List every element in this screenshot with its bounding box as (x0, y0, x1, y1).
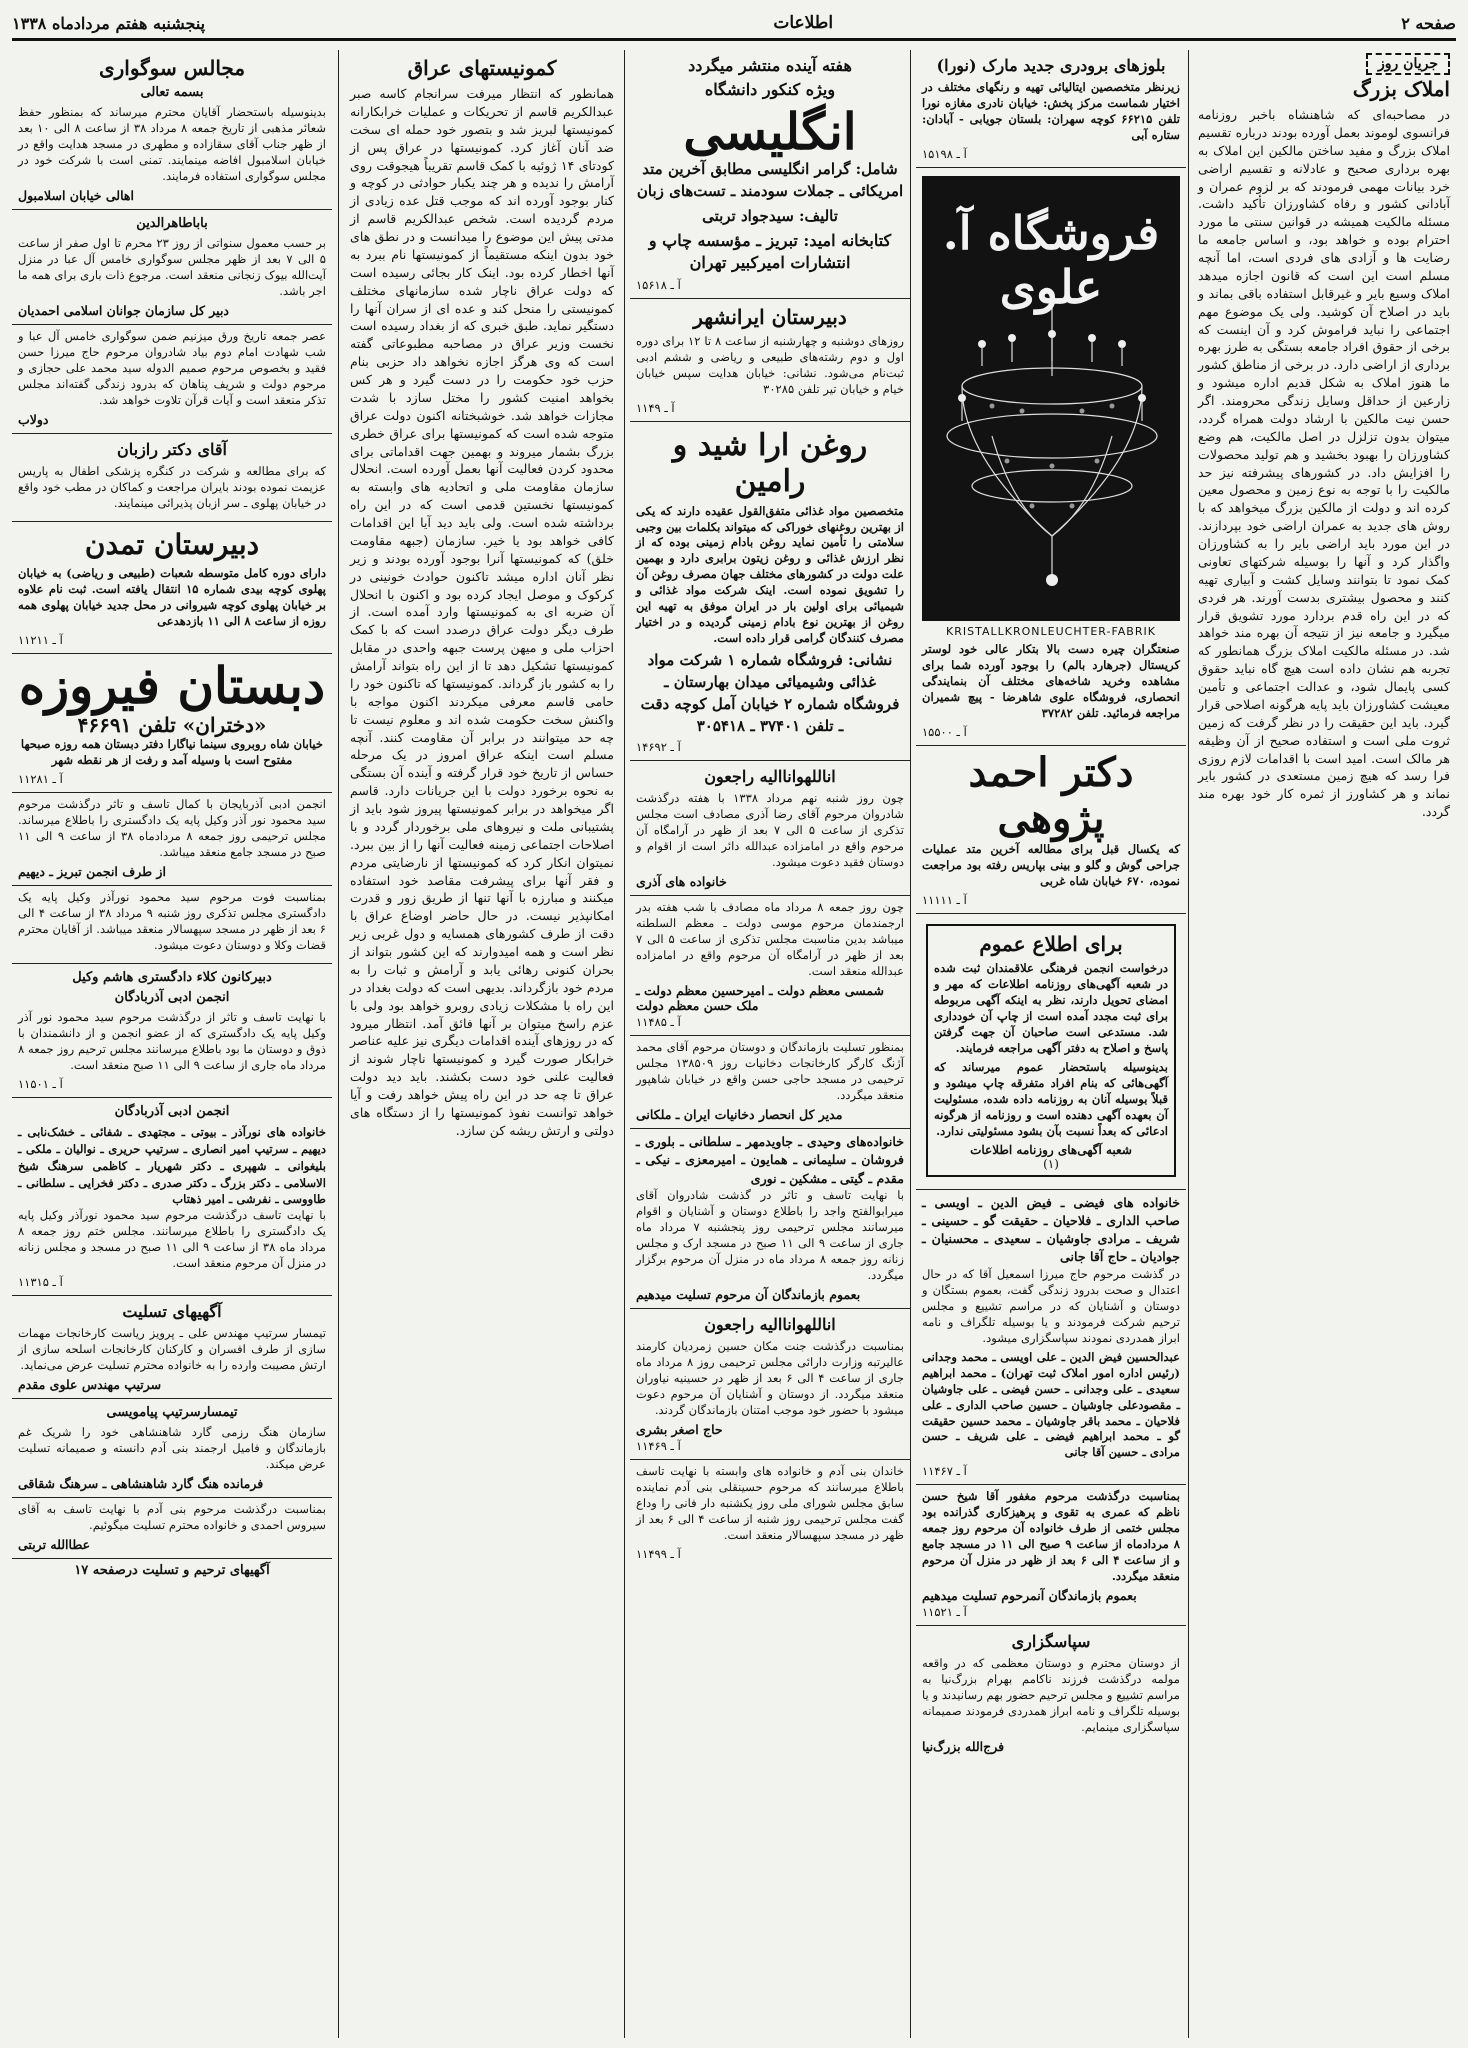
column-notices (12, 50, 332, 2038)
thanks-body: از دوستان محترم و دوستان معظمی که در واقعه مولمه درگذشت فرزند ناکامم بهرام بزرگ‌نیا به مراسم تشییع و مجلس ترحیم حضور بهم رسانیدند و یا بوسیله تلگراف و نامه ابراز همدردی فرمودند صمیمانه سپاسگزاری مینمایم. (922, 1656, 1180, 1735)
notice-8-subtitle: انجمن ادبی آذربادگان (114, 989, 230, 1005)
book-ad-pre: هفته آینده منتشر میگردد (688, 56, 852, 75)
obituary-1-title: اناللهوانااليه راجعون (704, 767, 836, 787)
column-rule (338, 50, 339, 2038)
obituary-6-body: خاندان بنی آدم و خانواده های وابسته با نهایت تاسف باطلاع میرسانند که مرحوم حسینقلی بنی آدم نماینده سابق مجلس شورای ملی روز یکشنبه دار فانی را وداع گفت مجلس ترحیمی روز شنبه از ساعت ۴ الی ۶ بعد از ظهر در مسجد سپهسالار منعقد است. (636, 1463, 904, 1542)
obituary-1-signature: خانواده های آذری (636, 874, 727, 890)
doctor-body: که یکسال قبل برای مطالعه آخرین متد عملیات جراحی گوش و گلو و بینی بپاریس رفته بود مراجعت نموده، ۶۷۰ خیابان شاه غربی (922, 841, 1180, 888)
notice-11-title: تیمسارسرتیپ پیامویسی (106, 1405, 238, 1421)
firouzeh-school-body: خیابان شاه روبروی سینما نیاگارا دفتر دبستان همه روزه صبحها مفتوح است با وسیله آمد و رفت از هر نقطه شهر (20, 736, 324, 767)
chandelier-ad-ref: آ ـ ۱۵۵۰۰ (922, 724, 967, 739)
notice-3-signature: دولاب (18, 412, 49, 428)
book-ad-ref: آ ـ ۱۵۶۱۸ (636, 277, 681, 292)
book-ad-body: شامل: گرامر انگلیسی مطابق آخرین متد امریکائی ـ جملات سودمند ـ تست‌های زبان (636, 160, 904, 200)
public-notice-frame (926, 924, 1176, 1177)
memorial-ref: آ ـ ۱۱۵۲۱ (922, 1605, 967, 1620)
notice-8-title: دبیرکانون کلاء دادگستری هاشم وکیل (72, 969, 272, 985)
obituary-5-body: بمناسبت درگذشت جنت مکان حسین زمردیان کارمند عالیرتبه وزارت دارائی مجلس ترحیمی روز ۸ مرداد ماه جاری از ساعت ۴ الی ۶ بعد از ظهر در حسینیه نیاوران منعقد میگردد. از دوستان و آشنایان آن مرحوم دعوت میشود با حضور خود موجب امتنان بازماندگان گردند. (636, 1338, 904, 1417)
notice-8-ref: آ ـ ۱۱۵۰۱ (18, 1077, 63, 1092)
editorial-title: املاک بزرگ (1352, 77, 1450, 101)
issue-date: پنجشنبه هفتم مردادماه ۱۳۳۸ (12, 13, 206, 33)
obituary-5-ref: آ ـ ۱۱۴۶۹ (636, 1438, 681, 1453)
school-ad-ref: آ ـ ۱۱۴۹ (636, 400, 675, 415)
notice-8-body: با نهایت تاسف و تاثر از درگذشت مرحوم سید محمود نور آذر وکیل پایه یک دادگستری که از عضو انجمن و از دانشمندان با ذوق و دوستان ما بود باطلاع میرسانند مجلس ترحیم روز جمعه ۸ مرداد ماه جاری از ساعت ۹ الی ۱۱ صبح منعقد است. (18, 1010, 326, 1073)
notice-9-body: با نهایت تاسف درگذشت مرحوم سید محمود نورآذر وکیل پایه یک دادگستری را باطلاع میرسانند. مجلس ختم روز جمعه ۸ مرداد ماه ۳۸ از ساعت ۹ الی ۱۱ صبح در مسجد و مجلس زنانه در منزل آن مرحوم منعقد است. (18, 1208, 326, 1271)
condolence-signature: سرتیپ مهندس علوی مقدم (18, 1377, 162, 1393)
doctor-name: دکتر احمد پژوهی (968, 748, 1134, 842)
iraq-article-title: کمونیستهای عراق (407, 56, 557, 80)
iraq-article-body: همانطور که انتظار میرفت سرانجام کاسه صبر عبدالکریم قاسم از تحریکات و عملیات خرابکارانه کمونیستها لبریز شد و بتصور خود حمله ای سخت ضد آنان آغاز کرد. کمونیستها در عراق پس از کودتای ۱۴ ژوئیه با کمک قاسم تقریباً هیجوقت روی آرامش را ندیده و هر چند یکبار حوادثی در کوچه و کنار بوجود آورده اند که موجب قتل عده زیادی از مردم گردیده است. شخص عبدالکریم قاسم از مدتی پیش این موضوع را میدانست و در نطق های خود بدون اینکه مستقیماً از کمونیستها نام ببرد به آنها اخطار کرده بود. اینک کار بجائی رسیده است که دولت عراق ناچار شده سازمانهای مختلف کمونیستی را منحل کند و عده ای از سران آنها را دستگیر نماید. طبق خبری که از بغداد رسیده است نخست وزیر عراق در مصاحبه مطبوعاتی گفته است که وی هرگز اجازه نخواهد داد حزبی بنام حزب خود حکومت را در دست گیرد و هر کس بخواهد امنیت کشور را مختل سازد با شدت مجازات خواهد شد. خوشبختانه اکنون دولت عراق متوجه شده است که کمونیستها برای عراق خطری بزرگ بشمار میروند و بهمین جهت اقداماتی برای محدود کردن فعالیت آنها بعمل آورده است. انحلال سازمان مقاومت ملی و اتحادیه های وابسته به کمونیستها نخستین قدمی است که در این راه برداشته شده است. ولی باید دید آیا این اقدامات کافی خواهد بود یا خیر. سازمان (جبهه مقاومت خلق) که کمونیستها آنرا بوجود آورده بودند و زیر نظر آنان اداره میشد تاکنون حوادث خونینی در کرکوک و موصل ایجاد کرده بود و اکنون با انحلال آن ضربه ای به کمونیستها وارد آمده است. از طرف دیگر دولت عراق درصدد است که با کمک احزاب ملی و میهن پرست جبهه واحدی در مقابل کمونیستها تشکیل دهد تا از این راه بتواند آرامش را به کشور باز گرداند. کمونیستها که تاکنون خود را حامی قاسم معرفی میکردند اکنون مواجه با واکنش سخت حکومت شده اند و معلوم نیست تا چه حد میتوانند در برابر آن مقاومت کنند. آنچه مسلم است اینکه عراق امروز در یک مرحله حساس از تاریخ خود قرار گرفته و آینده آن بستگی به نحوه برخورد دولت با این جریانات دارد. قاسم اگر میخواهد در برابر کمونیستها پیروز شود باید از پشتیبانی ملت و نیروهای ملی برخوردار گردد و با اصلاحات اجتماعی زمینه فعالیت آنها را از بین ببرد. نمیتوان انکار کرد که کمونیستها از نارضایتی مردم و فقر آنها برای پیشرفت مقاصد خود استفاده میکنند و مبارزه با آنها تنها از طریق زور و قدرت امکانپذیر نیست. در حال حاضر اوضاع عراق با دقت از طرف کشورهای همسایه و دول غربی زیر نظر است و همه امیدوارند که این کشور بتواند از بحران کنونی رهائی یابد و آرامش و ثبات را به مردم خود بازگرداند. بدیهی است که دولت بغداد در این راه با مشکلات زیادی روبرو خواهد بود ولی با عزم راسخ میتوان بر آنها فائق آمد. انتظار میرود که در روزهای آینده اقدامات دیگری نیز علیه عناصر خرابکار صورت گیرد و کمونیستها ناچار شوند از فعالیت علنی خود دست بکشند. باید دید دولت عراق تا چه حد در این راه پیش خواهد رفت و آیا خواهد توانست نفوذ کمونیستها را از دستگاه های دولتی و ارتش ریشه کن سازد. (350, 86, 615, 1138)
condolence-body: تیمسار سرتیپ مهندس علی ـ پرویز ریاست کارخانجات مهمات سازی از طرف افسران و کارکنان کارخانجات اسلحه سازی از ارتش مصیبت وارده را به خانواده محترم تسلیت عرض می‌نماید. (18, 1326, 326, 1373)
notice-7-body: بمناسبت فوت مرحوم سید محمود نورآذر وکیل پایه یک دادگستری مجلس تذکری روز شنبه ۹ مرداد ۳۸ از ساعت ۴ الی ۶ بعد از ظهر در مسجد سپهسالار منعقد میباشد. از آقایان محترم قضات وکلا و دوستان دعوت میشود. (18, 889, 326, 952)
obituary-2-signature: شمسی معظم دولت ـ امیرحسین معظم دولت ـ ملک حسن معظم دولت (636, 983, 885, 1014)
notice-2-body: بر حسب معمول سنواتی از روز ۲۳ محرم تا اول صفر از ساعت ۵ الی ۷ بعد از ظهر مجلس سوگواری خامس آل عبا در منزل آیت‌الله بیوک زنجانی منعقد است. مرجوع ذات باری برای همه ما اجر باشد. (18, 236, 326, 299)
public-notice-title: برای اطلاع عموم (979, 931, 1123, 956)
obituary-3-body: بمنظور تسلیت بازماندگان و دوستان مرحوم آقای محمد آژنگ کارگر کارخانجات دخانیات روز ۱۳۸۵۰۹ مجلس ترحیمی در مسجد حاجی حسن واقع در خیابان شاهپور منعقد میگردد. (636, 1040, 904, 1103)
chandelier-store-name: فروشگاه آ. علوی (942, 205, 1160, 314)
obituary-5-signature: حاج اصغر بشری (636, 1421, 723, 1437)
doctor-ref: آ ـ ۱۱۱۱۱ (922, 892, 967, 907)
families-body-2: عبدالحسین فیض الدین ـ علی اویسی ـ محمد وجدانی (رئیس اداره امور املاک ثبت تهران) ـ محمد ابراهیم سعیدی ـ علی وجدانی ـ حسن فیضی ـ علی جاوشیان ـ مقصودعلی جاوشیان ـ حسین صاحب الداری ـ علی فلاحیان ـ محمد باقر جاوشیان ـ محمد حسین حقیقت گو ـ محمد ابراهیم فیضی ـ علی شریف ـ حسن مرادی ـ حسین آقا جانی (922, 1349, 1180, 1460)
families-body: در گذشت مرحوم حاج میرزا اسمعیل آقا که در حال اعتدال و صحت بدرود زندگی گفت، بعموم بستگان و دوستان و آشنایان که در مراسم تشییع و مجلس ترحیم شرکت فرمودند و یا بوسیله تلگراف و نامه ابراز همدردی نمودند سپاسگزاری میشود. (922, 1266, 1180, 1345)
notice-6-body: انجمن ادبی آذربایجان با کمال تاسف و تاثر درگذشت مرحوم سید محمود نور آذر وکیل پایه یک دادگستری را باطلاع میرساند. مجلس ترحیمی روز جمعه ۸ مردادماه ۳۸ از ساعت ۹ الی ۱۱ صبح در مسجد جامع منعقد میباشد. (18, 796, 327, 859)
paper-name: اطلاعات (773, 13, 834, 33)
obituary-3-signature: مدیر کل انحصار دخانیات ایران ـ ملکانی (636, 1107, 843, 1123)
column-tag: جریان روز (1366, 53, 1450, 75)
column-editorial (1192, 50, 1456, 2038)
column-rule (910, 50, 911, 2038)
public-notice-number: (۱) (1043, 1156, 1059, 1171)
notice-12-body: بمناسبت درگذشت مرحوم بنی آدم با نهایت تاسف به آقای سیروس احمدی و خانواده محترم تسلیت میگوئیم. (18, 1502, 326, 1533)
notice-9-names: خانواده های نورآذر ـ بیوتی ـ مجتهدی ـ شفائی ـ خشک‌نابی ـ دیهیم ـ سرتیپ امیر انصاری ـ سرتیپ حریری ـ نوالیان ـ ملکی ـ بلیغوانی ـ شهپری ـ دکتر شهریار ـ کاظمی سرهنگ شیخ الاسلامی ـ دکتر بزرگ ـ دکتر صدری ـ دکتر فخرایی ـ سلطانی ـ طاووسی ـ نفرشی ـ امیر ذهتاب (18, 1125, 326, 1207)
book-ad-author: تالیف: سیدجواد تربتی (702, 206, 838, 225)
obituary-5-title: اناللهواناالیه راجعون (704, 1314, 836, 1334)
school-ad-title: دبیرستان ایرانشهر (693, 304, 847, 329)
tamadon-school-body: دارای دوره کامل متوسطه شعبات (طبیعی و ریاضی) به خیابان پهلوی کوچه بیدی شماره ۱۵ انتقال یافته است. ثبت نام علاوه بر خیابان پهلوی کوچه شیروانی در محل جدید خیابان پهلوی همه روزه از ساعت ۸ الی ۱۱ بازدهدعی (18, 565, 326, 628)
oil-ad-ref: آ ـ ۱۴۶۹۲ (636, 740, 681, 755)
doctor-razban-title: آقای دکتر رازبان (116, 440, 227, 460)
mourning-title: مجالس سوگواری (98, 56, 246, 80)
thanks-signature: فرج‌الله بزرگ‌نیا (922, 1739, 1005, 1755)
column-ads-1 (916, 50, 1186, 2038)
obituary-4-signature: بعموم بازماندگان آن مرحوم تسلیت میدهیم (636, 1286, 861, 1302)
book-ad-publisher: کتابخانه امید: تبریز ـ مؤسسه چاپ و انتشارات امیرکبیر تهران (648, 230, 892, 273)
thanks-title: سپاسگزاری (1011, 1632, 1091, 1652)
firouzeh-school-ref: آ ـ ۱۱۲۸۱ (18, 771, 63, 786)
obituary-4-body: با نهایت تاسف و تاثر در گذشت شادروان آقای میرابوالفتح واجد را باطلاع دوستان و آشنایان و اقوام میرسانند مجلس ترحیمی روز پنجشنبه ۷ مرداد ماه جاری از ساعت ۹ الی ۱۱ صبح در مسجد ارک و مجلس زنانه روز جمعه ۸ مرداد ماه در منزل آن مرحوم برگزار میگردد. (636, 1187, 905, 1282)
book-ad-sub: ویژه کنکور دانشگاه (704, 80, 836, 99)
memorial-text: بمناسبت درگذشت مرحوم مغفور آقا شیخ حسن ناظم که عمری به تقوی و پرهیزکاری گذرانده بود مجلس ختمی از طرف خانواده آن مرحوم روز جمعه ۸ مردادماه از ساعت ۹ صبح الی ۱۱ در مسجد جامع و از ساعت ۴ الی ۶ بعد از ظهر در منزل آن مرحوم منعقد میگردد. (922, 1489, 1181, 1584)
memorial-signature: بعموم بازماندگان آنمرحوم تسلیت میدهیم (922, 1588, 1137, 1604)
notice-2-title: باباطاهرالدین (136, 216, 208, 232)
public-notice-signature: شعبه آگهی‌های روزنامه اطلاعات (970, 1142, 1132, 1157)
families-names: خانواده های فیضی ـ فیض الدین ـ اویسی ـ صاحب الداری ـ فلاحیان ـ حقیقت گو ـ حسینی ـ شریف ـ مرادی جاوشیان ـ سعیدی ـ محسنیان ـ جوادیان ـ حاج آقا جانی (922, 1194, 1180, 1265)
obituary-2-ref: آ ـ ۱۱۴۸۵ (636, 1015, 681, 1030)
chandelier-caption: KRISTALLKRONLEUCHTER-FABRIK (946, 624, 1156, 638)
newspaper-page (12, 8, 1456, 2038)
obituary-4-names: خانواده‌های وحیدی ـ جاویدمهر ـ سلطانی ـ بلوری ـ فروشان ـ سلیمانی ـ همایون ـ امیرمعزی ـ نیکی ـ مقدم ـ گیتی ـ مشکین ـ نوری (636, 1134, 904, 1186)
oil-ad-body: متخصصین مواد غذائی متفق‌القول عقیده دارند که یکی از بهترین روغنهای خوراکی که میتواند بکلمات بین وجبی سلامتی را تأمین نماید روغن بادام زمینی بوده که از نظر ارزش غذائی و روغن زیتون برابری دارد و بهمین علت دولت در کشورهای مختلف جهان مصرف روغن آن را تشویق نموده است. اینک شرکت مواد غذائی و شیمیائی برای اولین بار در ایران موفق به تهیه این روغن از بهترین نوع بادام زمینی گردیده و در اختیار مصرف کنندگان گرامی قرار داده است. (636, 503, 904, 646)
mourning-signature: اهالی خیابان اسلامبول (18, 188, 134, 204)
chandelier-ad-image (922, 176, 1180, 621)
oil-ad-title: روغن ارا شید و رامین (672, 427, 868, 499)
mourning-subtitle: بسمه تعالی (140, 85, 204, 100)
column-ads-2 (630, 50, 910, 2038)
obituary-2-body: چون روز جمعه ۸ مرداد ماه مصادف با شب هفته بدر ارجمندمان مرحوم موسی دولت ـ معظم السلطنه میباشد بدین مناسبت مجلس تذکری از ساعت ۵ الی ۷ بعد از ظهر در آرامگاه آن مرحوم واقع در امامزاده عبدالله منعقد است. (636, 900, 904, 979)
masthead (12, 8, 1456, 41)
page-number: صفحه ۲ (1401, 13, 1456, 33)
blouse-ad-body: زیرنظر متخصصین ایتالیائی تهیه و رنگهای مختلف در اختیار شماست مرکز پخش: خیابان نادری مغازه نورا تلفن ۶۶۲۱۵ کوچه سهران: بلستان جویابی - آبادان: ستاره آبی (922, 80, 1181, 142)
notice-9-title: انجمن ادبی آذربادگان (114, 1104, 230, 1120)
public-notice-body-2: بدینوسیله باستحضار عموم میرساند که آگهی‌هائی که بنام افراد متفرقه چاپ میشود و قبلاً بوسیله آنان به روزنامه داده شده، مسئولیت آن بعهده آگهی دهنده است و روزنامه از هرگونه ادعائی که بعداً نسبت بآن بشود مسئولیتی ندارد. (934, 1059, 1168, 1138)
notice-12-signature: عطاالله تربتی (18, 1537, 91, 1553)
notice-11-signature: فرمانده هنگ گارد شاهنشاهی ـ سرهنگ شقاقی (18, 1476, 264, 1492)
tamadon-school-title: دبیرستان تمدن (84, 528, 260, 562)
obituary-1-body: چون روز شنبه نهم مرداد ۱۳۳۸ با هفته درگذشت شادروان مرحوم آقای رضا آذری مصادف است مجلس تذکری از ساعت ۵ الی ۷ بعد از ظهر در آرامگاه آن مرحوم واقع در امامزاده عبدالله دائر است از اقوام و دوستان فقید دعوت میشود. (636, 791, 904, 870)
chandelier-ad-body: صنعتگران چیره دست بالا بتکار عالی خود لوستر کریستال (جرهارد بالم) را بوجود آورده شما برای مشاهده وخرید شاخه‌های مختلف آن بنمایندگی انحصاری، فروشگاه علوی شاهرضا - پیچ شمیران مراجعه فرمائید. تلفن ۳۷۲۸۲ (922, 641, 1180, 720)
public-notice-body: درخواست انجمن فرهنگی علاقمندان ثبت شده در شعبه آگهی‌های روزنامه اطلاعات که مهر و امضای تحویل دارند، نظر به اینکه آگهی مربوطه برای ثبت مجدد آمده است از چاپ آن خودداری شد. مستدعی است صاحبان آن جهت گرفتن پاسخ و اصلاح به دفتر آگهی مراجعه فرمایند. (934, 960, 1168, 1055)
notice-2-signature: دبیر کل سازمان جوانان اسلامی احمدیان (18, 303, 229, 319)
notice-6-signature: از طرف انجمن تبریز ـ دیهیم (18, 863, 166, 879)
book-ad-title: انگلیسی (683, 102, 857, 161)
mourning-body: بدینوسیله باستحضار آقایان محترم میرساند که بمنظور حفظ شعائر مذهبی از تاریخ جمعه ۸ مرداد ۳۸ از ساعت ۸ الی ۱۰ بعد از ظهر جناب آقای سقازاده و مطهری در مسجد هدایت واقع در خیابان اسلامبول افاضه مینمایند. تمنی است با شرکت خود در مجلس سوگواری استفاده فرمایند. (18, 105, 327, 184)
blouse-ad-title: بلوزهای برودری جدید مارک (نورا) (936, 56, 1166, 75)
notice-11-body: سازمان هنگ رزمی گارد شاهنشاهی خود را شریک غم بازماندگان و فامیل ارجمند بنی آدم دانسته و صمیمانه تسلیت عرض میکند. (18, 1425, 326, 1472)
editorial-body: در مصاحبه‌ای که شاهنشاه باخبر روزنامه فرانسوی لوموند بعمل آورده بودند درباره تقسیم املاک بزرگ و مفید ساختن مالکین این املاک به بهره برداری صحیح و عادلانه و تقسیم اراضی خرد بیانات مهمی فرمودند که بر لزوم عمران و آبادانی کشور و رفاه کشاورزان تأکید داشت. مسئله مالکیت همیشه در قوانین سنتی ما مورد احترام بوده و خواهد بود، و اساس جامعه ما رضایت ها و آزادی های فردی است، اما آنچه مسلم است این است که قانون اجازه میدهد املاک وسیع بایر و غیرقابل استفاده باقی بماند و باید در اصلاح آن کوشید. ولی یک موضوع مهم اجتماعی را نباید فراموش کرد و آن اینست که برخی از حقوق افراد جامعه بستگی به طرز بهره برداری از اراضی دارد. در برخی از مناطق کشور ما هنوز املاک به شکل قدیم اداره میشود و زارعین از حداقل وسایل زندگی محرومند. اگر حسن نیت مالکین با ارشاد دولت همراه گردد، میتوان بدون تزلزل در اصل مالکیت، هم وضع کشاورزان را بهبود بخشید و هم تولید محصولات را افزایش داد. در کشورهای پیشرفته نیز حد مالکیت را با توجه به نوع زمین و محصول معین کرده اند و دولت از مالکین بزرگ میخواهد که با روش های جدید به عمران اراضی خود بپردازند. در این مورد باید اراضی بایر را به کشاورزان واگذار کرد و آنها را بوسیله شرکتهای تعاونی کمک نمود تا بتوانند وسایل کشت و آبیاری تهیه کنند و محصول بیشتری بدست آورند. هر فردی که در این راه قدم بردارد مورد تشویق قرار میگیرد و جامعه نیز از نتیجه آن بهره مند خواهد شد. در مسئله مالکیت املاک بزرگ همانطور که تجربه هم نشان داده است هیچ گاه نباید حقوق کسی پایمال شود، و عدالت اجتماعی و تأمین معیشت کشاورزان باید پایه هرگونه اصلاحی قرار گیرد. باید این حقیقت را در نظر گرفت که زمین ثروت ملی است و استفاده صحیح از آن وظیفه هر مالک است. امید است با اقدامات لازم روزی فرا رسد که هیچ زمین مستعدی در کشور بایر نماند و هر کشاورز از ثمره کار خود بهره مند گردد. (1198, 107, 1450, 820)
families-ref: آ ـ ۱۱۴۶۷ (922, 1464, 967, 1479)
blouse-ad-ref: آ ـ ۱۵۱۹۸ (922, 146, 967, 161)
tamadon-school-ref: آ ـ ۱۱۲۱۱ (18, 632, 63, 647)
column-rule (624, 50, 625, 2038)
notice-9-ref: آ ـ ۱۱۳۱۵ (18, 1275, 63, 1290)
notice-3-body: عصر جمعه تاریخ ورق میزنیم ضمن سوگواری خامس آل عبا و شب شهادت امام دوم بیاد شادروان مرحوم حاج میرزا حسن فقید و بخصوص مرحوم صمیم الدوله سید محمد علی حجازی و مرحوم دولت و شریف پناهان که بدرود زندگی گفته‌اند مجلس تذکر منعقد است و آیات قرآن تلاوت خواهد شد. (18, 329, 326, 408)
firouzeh-school-name: دبستان فیروزه (18, 655, 326, 715)
doctor-razban-body: که برای مطالعه و شرکت در کنگره پزشکی اطفال به پاریس عزیمت نموده بودند بایران مراجعت و کماکان در مطب خود واقع در خیابان پهلوی ـ سر ازبان پذیرائی مینمایند. (18, 464, 326, 511)
continued-note: آگهیهای ترحیم و تسلیت درصفحه ۱۷ (74, 1563, 270, 1579)
oil-ad-address: نشانی: فروشگاه شماره ۱ شرکت مواد غذائی وشیمیائی میدان بهارستان ـ فروشگاه شماره ۲ خیابان آمل کوچه دقت ـ تلفن ۳۷۴۰۱ ـ ۳۰۵۴۱۸ (640, 651, 900, 735)
obituary-6-ref: آ ـ ۱۱۴۹۹ (636, 1546, 681, 1561)
school-ad-body: روزهای دوشنبه و چهارشنبه از ساعت ۸ تا ۱۲ برای دوره اول و دوم رشته‌های طبیعی و ریاضی و ششم ادبی ثبت‌نام می‌شود. نشانی: خیابان هدایت سپس خیابان خیام و خیابان تیر تلفن ۳۰۲۸۵ (636, 333, 904, 396)
column-iraq (344, 50, 620, 2038)
condolence-title: آگهیهای تسلیت (122, 1302, 222, 1322)
firouzeh-school-sub: «دختران» تلفن ۴۶۶۹۱ (77, 712, 267, 737)
column-rule (1188, 50, 1189, 2038)
